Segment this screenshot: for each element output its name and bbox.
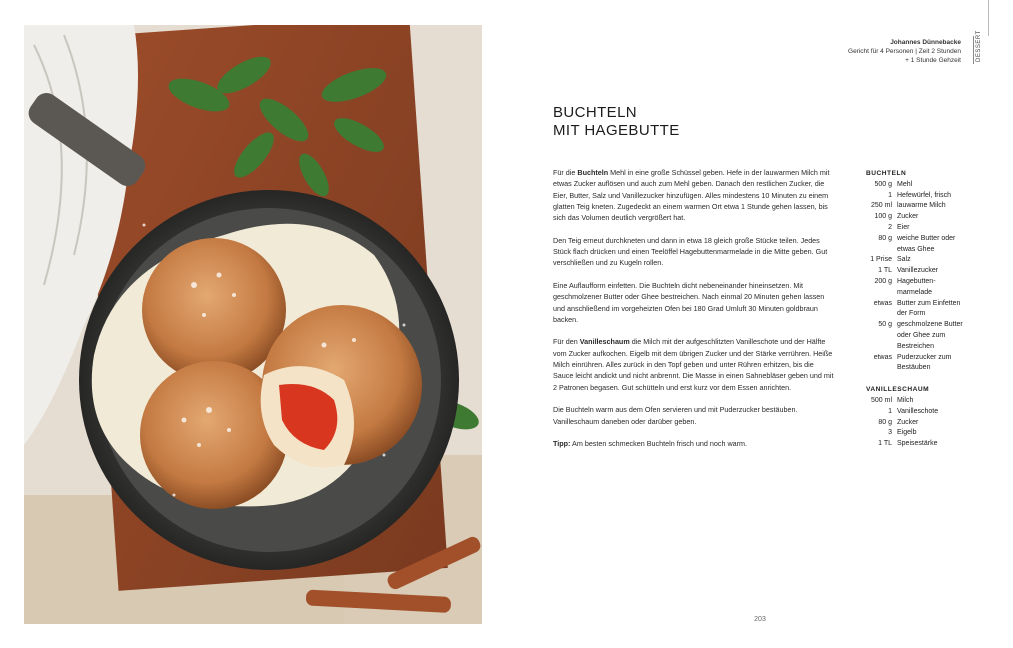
ingredient-quantity: 1 TL [878, 440, 892, 448]
recipe-title [553, 104, 680, 140]
ingredient-quantity [866, 363, 897, 374]
ingredient-name: geschmolzene Butter [897, 321, 963, 329]
ingredient-quantity: 2 [888, 223, 892, 231]
ingredient-quantity: etwas [873, 299, 892, 307]
paragraph: Den Teig erneut durchkneten und dann in etwa 18 gleich große Stücke teilen. Jedes Stück flach drücken und einen Teelöffel Hagebuttenmarmelade in die Mitte geben. Gut verschließen und zu Kugeln rollen. [553, 235, 828, 268]
page-number: 203 [754, 616, 766, 623]
tip-paragraph: Tipp: Am besten schmecken Buchteln frisch und noch warm. [553, 439, 748, 449]
ingredient-quantity: 250 ml [870, 202, 892, 210]
ingredient-row [866, 255, 972, 266]
ingredient-quantity: 3 [888, 429, 892, 437]
ingredient-quantity [866, 245, 897, 256]
ingredient-quantity: 80 g [878, 234, 892, 242]
ingredient-name: Vanilleschote [897, 407, 939, 415]
ingredient-name: Salz [897, 256, 911, 264]
ingredient-name: Eigelb [897, 429, 917, 437]
paragraph: Die Buchteln warm aus dem Ofen servieren und mit Puderzucker bestäuben. Vanilleschaum daneben oder darüber geben. [553, 405, 798, 426]
ingredient-quantity: 80 g [878, 418, 892, 426]
ingredient-name: Mehl [897, 180, 913, 188]
ingredient-quantity: 1 TL [878, 267, 892, 275]
ingredient-name: Zucker [897, 213, 919, 221]
ingredient-name: Puderzucker zum [897, 353, 952, 361]
ingredient-row [866, 288, 972, 299]
recipe-photo [24, 25, 482, 624]
author-name: Johannes Dünnebacke [890, 39, 961, 46]
ingredient-name: Bestreichen [897, 342, 934, 350]
title-line-1: BUCHTELN [553, 104, 638, 121]
ingredient-name: Milch [897, 396, 914, 404]
ingredient-quantity: etwas [873, 353, 892, 361]
ingredient-row [866, 277, 972, 288]
section-tab-label: DESSERT [976, 30, 982, 62]
ingredient-row [866, 299, 972, 310]
ingredient-quantity [866, 288, 897, 299]
ingredient-name: Eier [897, 223, 910, 231]
ingredient-name: der Form [897, 310, 926, 318]
ingredient-row [866, 320, 972, 331]
ingredient-quantity: 500 ml [870, 396, 892, 404]
page-edge-line [988, 0, 989, 36]
ingredient-quantity [866, 331, 897, 342]
ingredient-quantity [866, 342, 897, 353]
section-tab [973, 30, 986, 64]
ingredient-row [866, 191, 972, 202]
ingredient-row [866, 396, 972, 407]
servings-time: Gericht für 4 Personen | Zeit 2 Stunden [848, 48, 961, 55]
ingredient-row [866, 223, 972, 234]
ingredient-name: marmelade [897, 288, 933, 296]
ingredient-name: Vanillezucker [897, 267, 939, 275]
ingredient-quantity: 1 [888, 191, 892, 199]
ingredient-row [866, 428, 972, 439]
ingredient-row [866, 331, 972, 342]
ingredient-row [866, 363, 972, 374]
ingredient-group-title: VANILLESCHAUM [866, 386, 930, 394]
ingredient-row [866, 309, 972, 320]
ingredient-quantity: 100 g [874, 213, 892, 221]
rest-time: + 1 Stunde Gehzeit [905, 57, 961, 64]
ingredient-quantity: 200 g [874, 277, 892, 285]
ingredient-name: Hagebutten- [897, 277, 936, 285]
ingredient-name: Butter zum Einfetten [897, 299, 961, 307]
ingredient-row [866, 407, 972, 418]
ingredient-row [866, 212, 972, 223]
ingredient-name: Hefewürfel, frisch [897, 191, 952, 199]
ingredient-name: weiche Butter oder [897, 234, 956, 242]
ingredient-group-title: BUCHTELN [866, 170, 907, 177]
ingredient-row [866, 245, 972, 256]
ingredient-list [866, 169, 972, 450]
ingredient-name: Bestäuben [897, 364, 931, 372]
ingredient-name: etwas Ghee [897, 245, 935, 253]
ingredient-quantity: 500 g [874, 180, 892, 188]
ingredient-name: Zucker [897, 418, 919, 426]
ingredient-row [866, 439, 972, 450]
ingredient-row [866, 418, 972, 429]
recipe-meta [801, 38, 961, 65]
ingredient-quantity: 1 [888, 407, 892, 415]
ingredient-name: Speisestärke [897, 440, 938, 448]
ingredient-row [866, 201, 972, 212]
ingredient-name: lauwarme Milch [897, 202, 946, 210]
paragraph: Eine Auflaufform einfetten. Die Buchteln dicht nebeneinander hineinsetzen. Mit geschmolzener Butter oder Ghee bestreichen. Nach einmal 20 Minuten gehen lassen und anschließend im vorgeheizten Ofen bei 180 Grad Umluft 30 Minuten goldbraun backen. [553, 280, 825, 324]
title-line-2: MIT HAGEBUTTE [553, 122, 680, 139]
ingredient-row [866, 266, 972, 277]
ingredient-quantity [866, 309, 897, 320]
paragraph: Für die Buchteln Mehl in eine große Schüssel geben. Hefe in der lauwarmen Milch mit etwas Zucker auflösen und auch zum Mehl geben. Danach den restlichen Zucker, die Eier, Butter, Salz und Vanillezucker hinzufügen. Alles mindestens 10 Minuten zu einem glatten Teig kneten. Zugedeckt an einem warmen Ort etwa 1 Stunde gehen lassen, bis sich das Volumen deutlich vergrößert hat. [553, 168, 830, 223]
paragraph: Für den Vanilleschaum die Milch mit der aufgeschlitzten Vanilleschote und der Hälfte vom Zucker aufkochen. Eigelb mit dem übrigen Zucker und der Stärke verrühren. Heiße Milch einrühren. Alles zurück in den Topf geben und unter Rühren erhitzen, bis die Sauce leicht andickt und nicht anbrennt. Die Masse in einen Sahnebläser geben und mit 2 Patronen begasen. Gut schütteln und erst kurz vor dem Essen anrichten. [553, 337, 834, 392]
ingredient-row [866, 234, 972, 245]
ingredient-row [866, 180, 972, 191]
instructions [553, 167, 835, 461]
ingredient-quantity: 50 g [878, 321, 892, 329]
ingredient-row [866, 342, 972, 353]
ingredient-name: oder Ghee zum [897, 331, 946, 339]
ingredient-quantity: 1 Prise [870, 256, 892, 264]
ingredient-row [866, 353, 972, 364]
